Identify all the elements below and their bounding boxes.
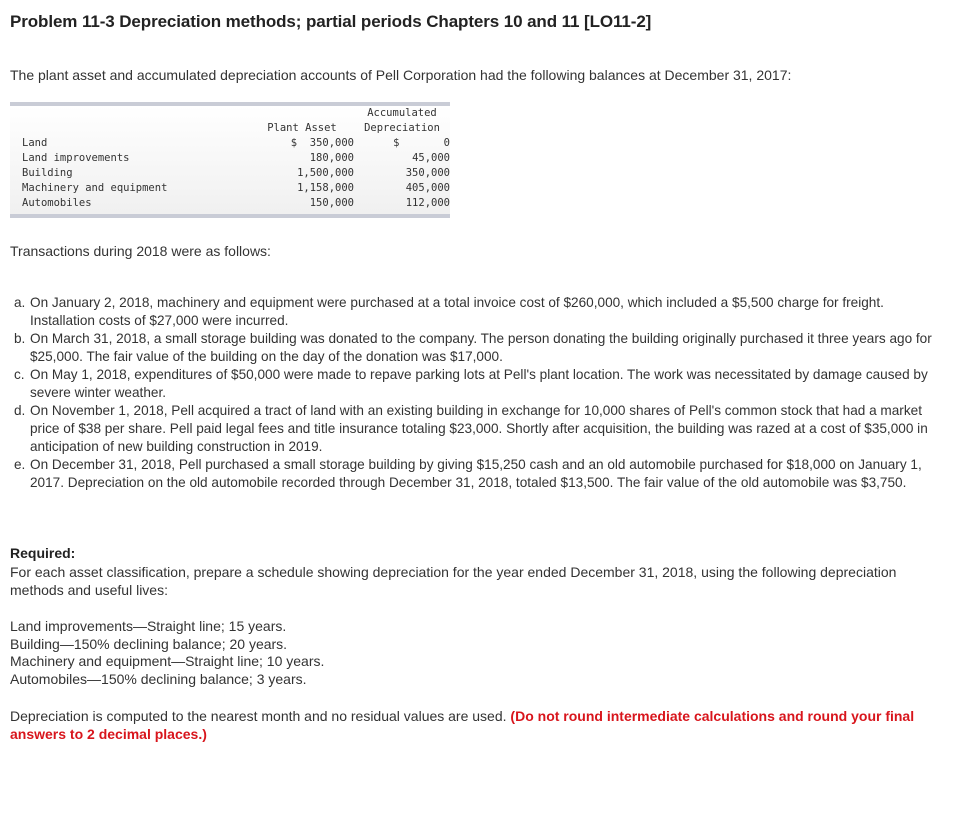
item-text: On December 31, 2018, Pell purchased a small storage building by giving $15,250 cash and an old automobile purchased for $18,000 on January 1, 2017. Depreciation on the old automobile recorded through December 31, 2018, totaled $13,500. The fair value of the old automobile was $3,750.	[30, 457, 922, 490]
list-item: Machinery and equipment—Straight line; 10 years.	[10, 653, 325, 669]
item-letter: c.	[14, 367, 25, 382]
row-label: Building	[22, 167, 73, 179]
list-item	[14, 330, 944, 366]
row-label: Land improvements	[22, 152, 130, 164]
note-text: Depreciation is computed to the nearest month and no residual values are used.	[10, 708, 511, 724]
header-accumulated: Accumulated	[367, 107, 437, 119]
table-row	[22, 181, 450, 196]
problem-title: Problem 11-3 Depreciation methods; partial periods Chapters 10 and 11 [LO11-2]	[10, 12, 652, 31]
list-item	[14, 456, 944, 492]
header-plant-asset: Plant Asset	[267, 122, 337, 134]
plant-asset-value: $ 350,000	[290, 137, 354, 149]
list-item	[14, 402, 944, 456]
item-text: On January 2, 2018, machinery and equipment were purchased at a total invoice cost of $260,000, which included a $5,500 charge for freight. Installation costs of $27,000 were incurred.	[30, 295, 884, 328]
list-item	[14, 366, 944, 402]
table-row	[22, 136, 450, 151]
row-label: Machinery and equipment	[22, 182, 168, 194]
plant-asset-value: 180,000	[309, 152, 354, 164]
row-label: Automobiles	[22, 197, 92, 209]
methods-list	[10, 618, 324, 688]
list-item: Building—150% declining balance; 20 years.	[10, 635, 288, 652]
transactions-intro: Transactions during 2018 were as follows:	[10, 243, 271, 259]
table-row	[22, 196, 450, 211]
accum-dep-value: 45,000	[412, 152, 450, 164]
accum-dep-value: 350,000	[405, 167, 450, 179]
list-item	[14, 294, 944, 330]
item-letter: a.	[14, 295, 26, 310]
table-row	[22, 151, 450, 166]
item-text: On March 31, 2018, a small storage building was donated to the company. The person donating the building originally purchased it three years ago for $25,000. The fair value of the building on the day of the donation was $17,000.	[30, 331, 932, 364]
header-depreciation: Depreciation	[364, 122, 440, 134]
item-letter: d.	[14, 403, 26, 418]
plant-asset-value: 1,158,000	[297, 182, 354, 194]
accum-dep-value: 405,000	[405, 182, 450, 194]
item-text: On May 1, 2018, expenditures of $50,000 were made to repave parking lots at Pell's plant location. The work was necessitated by damage caused by severe winter weather.	[30, 367, 928, 400]
item-text: On November 1, 2018, Pell acquired a tract of land with an existing building in exchange for 10,000 shares of Pell's common stock that had a market price of $38 per share. Pell paid legal fees and title insurance totaling $23,000. Shortly after acquisition, the building was razed at a cost of $35,000 in anticipation of new building construction in 2019.	[30, 403, 928, 454]
required-heading: Required:	[10, 545, 76, 561]
row-label: Land	[22, 137, 48, 149]
accum-dep-value: 112,000	[405, 197, 450, 209]
balances-table	[10, 102, 450, 218]
plant-asset-value: 1,500,000	[297, 167, 354, 179]
list-item: Land improvements—Straight line; 15 years.	[10, 618, 287, 634]
table-row	[22, 166, 450, 181]
plant-asset-value: 150,000	[309, 197, 354, 209]
note-emphasis: (Do not round intermediate calculations and round your final answers to 2 decimal places.)	[10, 708, 915, 742]
item-letter: e.	[14, 457, 26, 472]
intro-text: The plant asset and accumulated depreciation accounts of Pell Corporation had the following balances at December 31, 2017:	[10, 67, 792, 83]
rounding-note	[10, 707, 950, 743]
item-letter: b.	[14, 331, 26, 346]
transactions-list	[14, 294, 944, 492]
accum-dep-value: $ 0	[393, 137, 450, 149]
list-item: Automobiles—150% declining balance; 3 years.	[10, 670, 307, 687]
required-text: For each asset classification, prepare a schedule showing depreciation for the year ended December 31, 2018, using the following depreciation methods and useful lives:	[10, 564, 897, 598]
